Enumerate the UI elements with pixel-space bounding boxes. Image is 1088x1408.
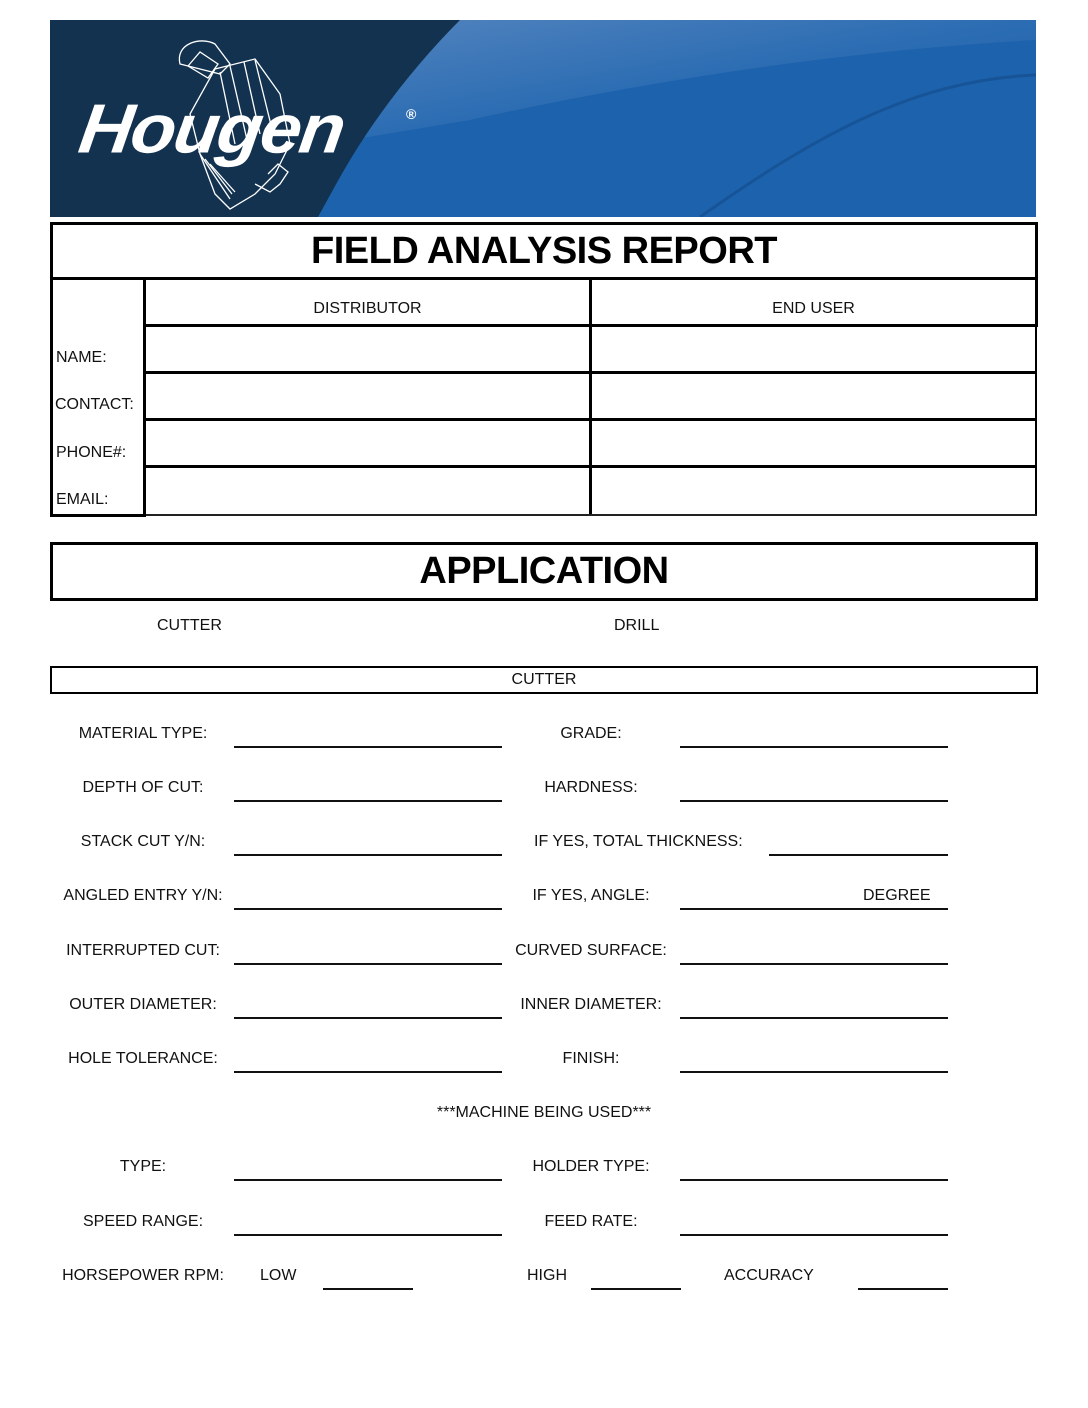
distributor-contact-input[interactable]: [150, 377, 589, 417]
row-label-name: NAME:: [56, 349, 107, 366]
grid-border-left: [50, 279, 53, 517]
label-interrupted-cut: INTERRUPTED CUT:: [66, 942, 220, 959]
label-machine-type: TYPE:: [119, 1158, 167, 1175]
grid-border-right: [1035, 326, 1037, 516]
application-title-box: [50, 542, 1038, 601]
column-header-distributor: DISTRIBUTOR: [313, 300, 422, 317]
stack-cut-input[interactable]: [234, 832, 502, 856]
end-user-email-input[interactable]: [596, 471, 1035, 513]
grid-row-line: [146, 324, 1038, 327]
cutter-section-bar: [50, 666, 1038, 694]
label-stack-cut: STACK CUT Y/N:: [80, 833, 206, 850]
label-low: LOW: [260, 1267, 297, 1284]
report-title: FIELD ANALYSIS REPORT: [311, 229, 777, 272]
distributor-phone-input[interactable]: [150, 424, 589, 464]
application-title: APPLICATION: [419, 550, 669, 592]
label-hardness: HARDNESS:: [544, 779, 638, 796]
accuracy-input[interactable]: [858, 1266, 948, 1290]
label-total-thickness: IF YES, TOTAL THICKNESS:: [534, 833, 743, 850]
angle-unit-degree: DEGREE: [863, 887, 931, 904]
angled-entry-input[interactable]: [234, 886, 502, 910]
grade-input[interactable]: [680, 724, 948, 748]
label-outer-diameter: OUTER DIAMETER:: [69, 996, 217, 1013]
distributor-email-input[interactable]: [150, 471, 589, 513]
label-finish: FINISH:: [562, 1050, 620, 1067]
finish-input[interactable]: [680, 1049, 948, 1073]
end-user-contact-input[interactable]: [596, 377, 1035, 417]
feed-rate-input[interactable]: [680, 1212, 948, 1236]
label-high: HIGH: [527, 1267, 567, 1284]
row-label-phone: PHONE#:: [56, 444, 127, 461]
speed-range-input[interactable]: [234, 1212, 502, 1236]
hougen-logo: Hougen: [74, 89, 350, 168]
report-title-box: [50, 222, 1038, 280]
outer-diameter-input[interactable]: [234, 995, 502, 1019]
inner-diameter-input[interactable]: [680, 995, 948, 1019]
label-depth-of-cut: DEPTH OF CUT:: [82, 779, 204, 796]
depth-of-cut-input[interactable]: [234, 778, 502, 802]
grid-row-line: [146, 465, 1036, 468]
hardness-input[interactable]: [680, 778, 948, 802]
grid-border-right-head: [1035, 279, 1038, 327]
label-accuracy: ACCURACY: [724, 1267, 814, 1284]
machine-type-input[interactable]: [234, 1157, 502, 1181]
grid-row-line: [146, 371, 1036, 374]
label-angle: IF YES, ANGLE:: [532, 887, 650, 904]
label-speed-range: SPEED RANGE:: [82, 1213, 204, 1230]
end-user-name-input[interactable]: [596, 330, 1035, 370]
material-type-input[interactable]: [234, 724, 502, 748]
total-thickness-input[interactable]: [769, 832, 948, 856]
label-grade: GRADE:: [560, 725, 622, 742]
end-user-phone-input[interactable]: [596, 424, 1035, 464]
label-horsepower-rpm: HORSEPOWER RPM:: [62, 1267, 224, 1284]
distributor-name-input[interactable]: [150, 330, 589, 370]
row-label-email: EMAIL:: [56, 491, 109, 508]
option-drill[interactable]: DRILL: [614, 617, 660, 634]
label-angled-entry: ANGLED ENTRY Y/N:: [63, 887, 223, 904]
grid-row-line: [146, 418, 1036, 421]
machine-heading: ***MACHINE BEING USED***: [436, 1104, 652, 1121]
grid-label-bottom: [50, 514, 146, 517]
rpm-high-input[interactable]: [591, 1266, 681, 1290]
label-curved-surface: CURVED SURFACE:: [515, 942, 667, 959]
rpm-low-input[interactable]: [323, 1266, 413, 1290]
label-material-type: MATERIAL TYPE:: [78, 725, 208, 742]
cutter-section-label: CUTTER: [511, 671, 577, 688]
column-header-end-user: END USER: [772, 300, 855, 317]
interrupted-cut-input[interactable]: [234, 941, 502, 965]
label-holder-type: HOLDER TYPE:: [532, 1158, 650, 1175]
registered-mark: ®: [406, 106, 417, 122]
option-cutter[interactable]: CUTTER: [157, 617, 222, 634]
grid-row-line: [146, 514, 1037, 516]
hole-tolerance-input[interactable]: [234, 1049, 502, 1073]
header-banner: [50, 20, 1036, 217]
curved-surface-input[interactable]: [680, 941, 948, 965]
label-feed-rate: FEED RATE:: [544, 1213, 638, 1230]
holder-type-input[interactable]: [680, 1157, 948, 1181]
label-inner-diameter: INNER DIAMETER:: [520, 996, 662, 1013]
row-label-contact: CONTACT:: [55, 396, 134, 413]
label-hole-tolerance: HOLE TOLERANCE:: [68, 1050, 218, 1067]
